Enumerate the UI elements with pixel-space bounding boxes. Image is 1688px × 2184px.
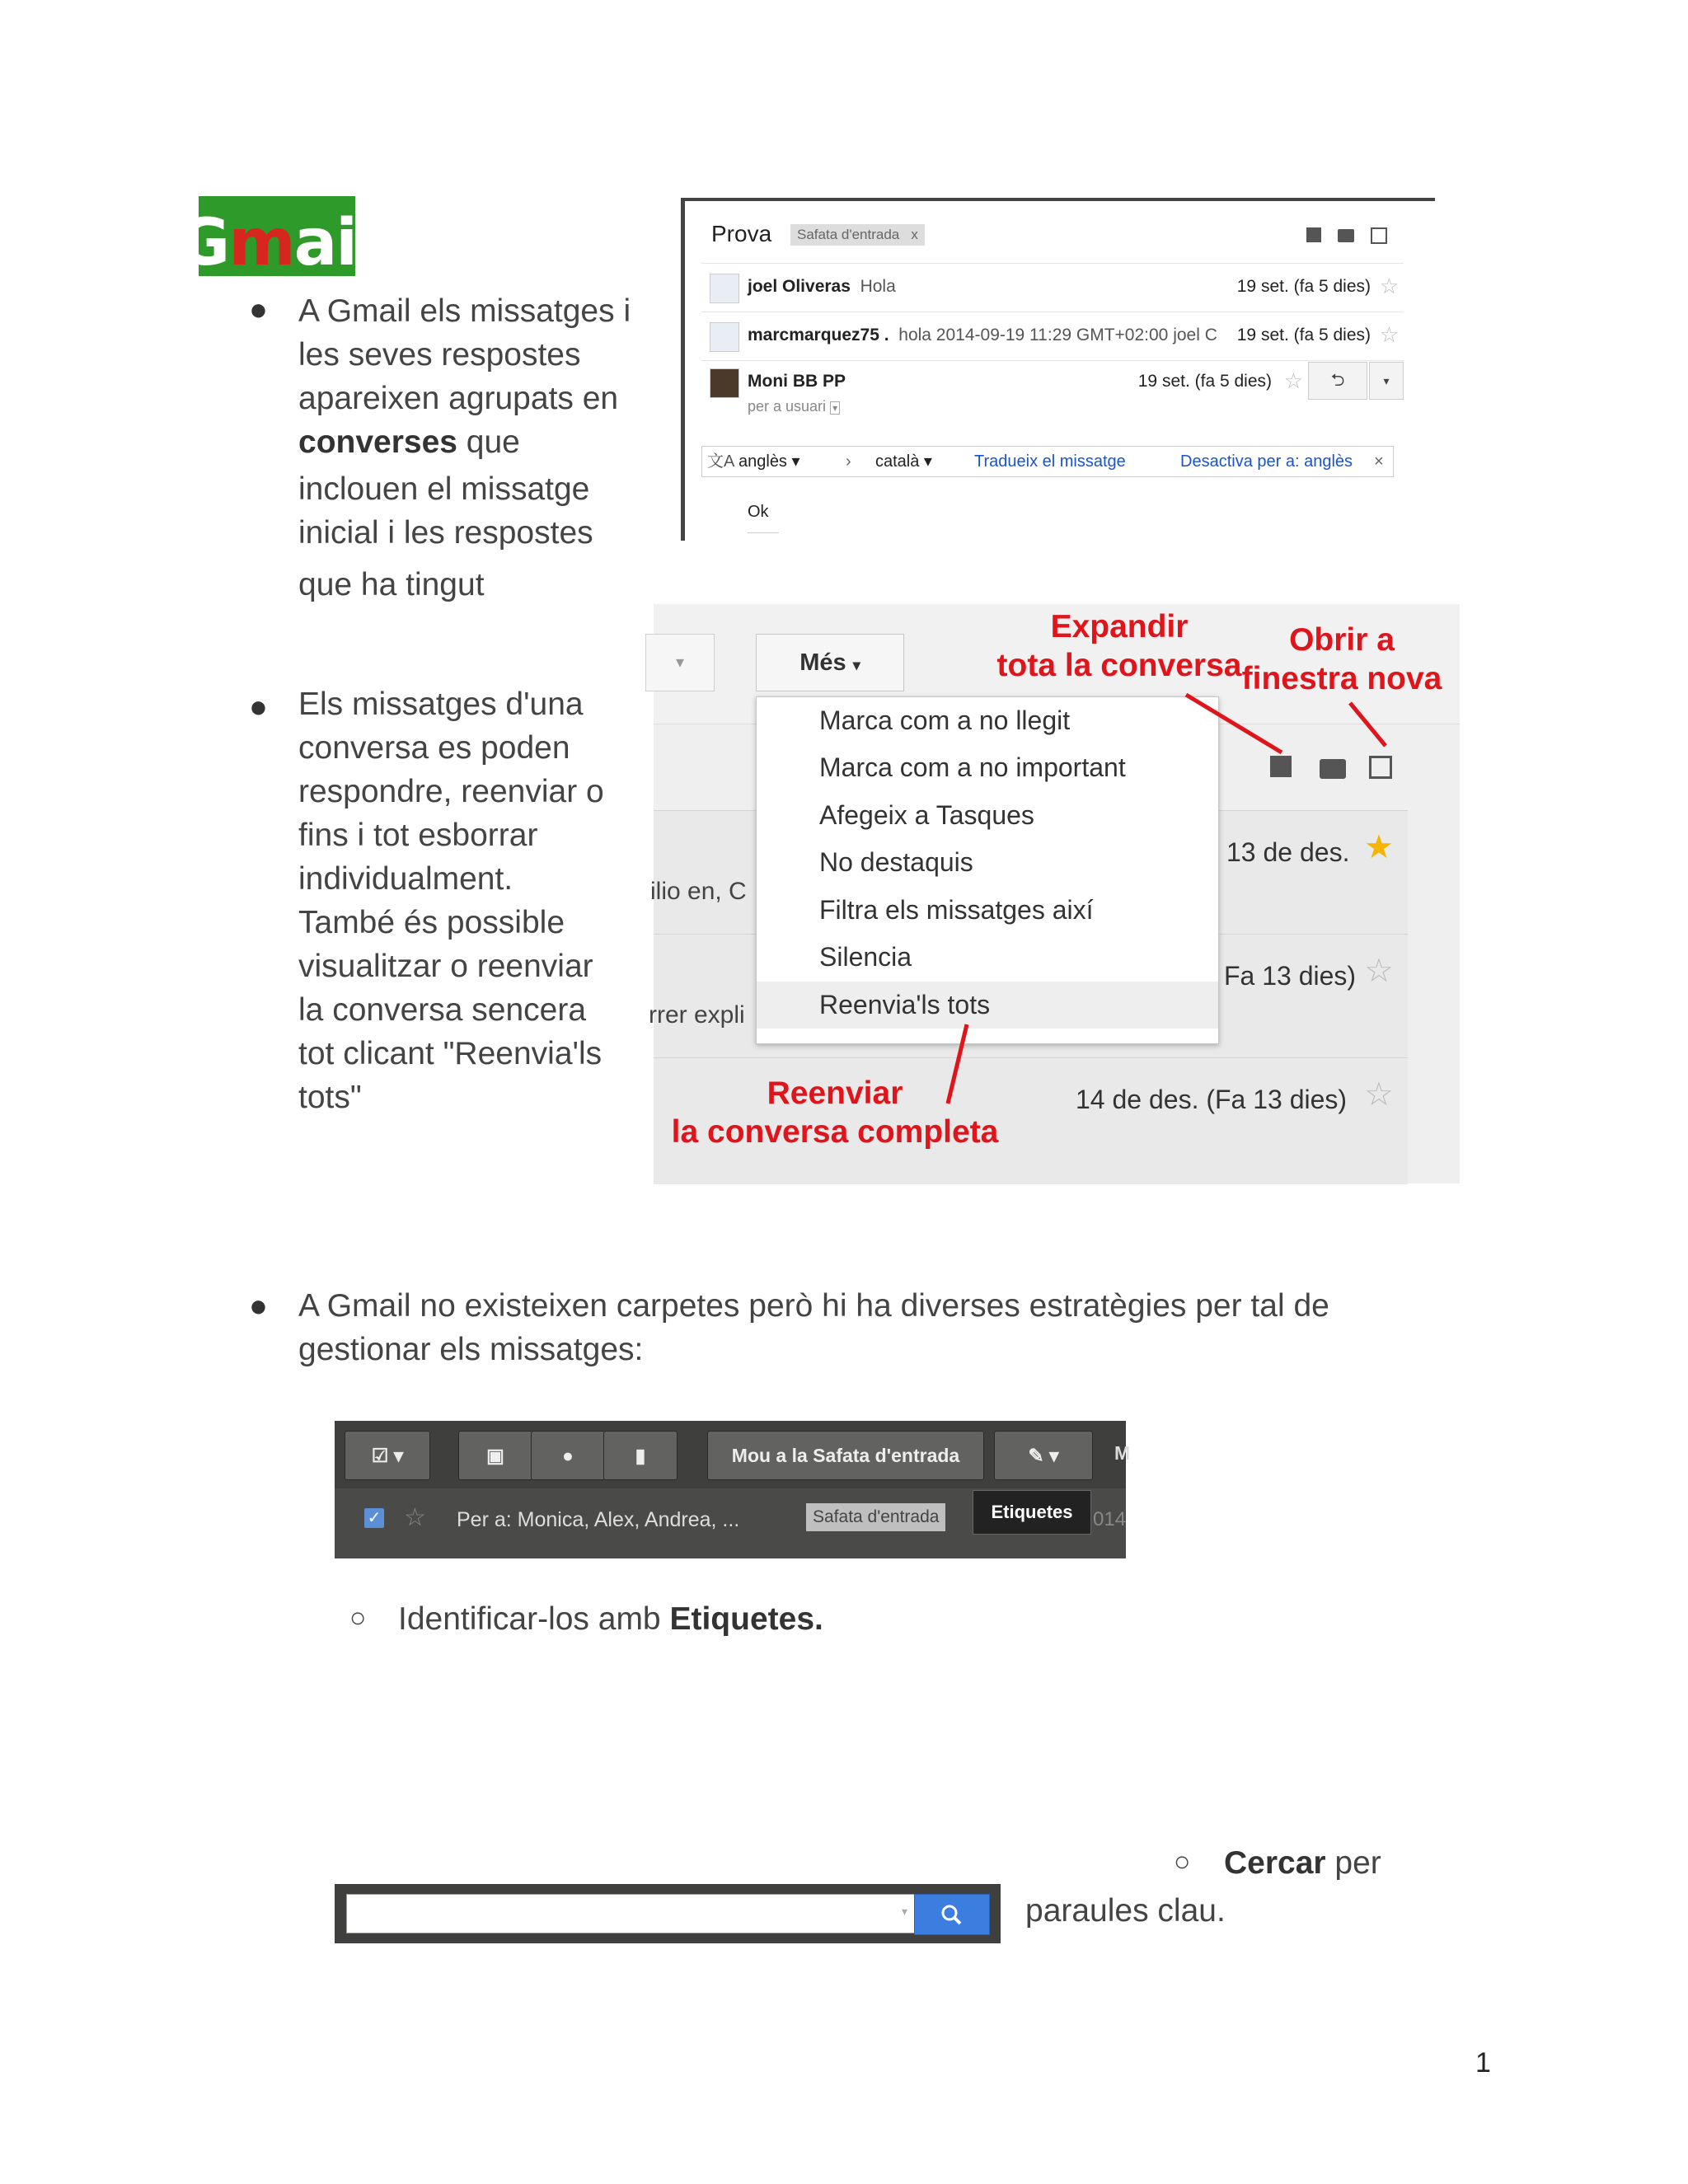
select-checkbox-button[interactable]: ☑ ▾ xyxy=(345,1431,430,1480)
inbox-label: Safata d'entrada x xyxy=(790,224,925,246)
message-row[interactable]: joel Oliveras Hola 19 set. (fa 5 dies) ☆ xyxy=(701,263,1404,312)
menu-item[interactable]: Silencia xyxy=(819,942,912,972)
arrow-right-icon: › xyxy=(846,452,851,471)
annotation-open-window: Obrir a finestra nova xyxy=(1241,622,1442,696)
message-expanded: Moni BB PP per a usuari ▾ 19 set. (fa 5 dies) ☆ ⮌ ▾ xyxy=(701,362,1404,428)
sub-bullet-2-text: Cercar per xyxy=(1224,1845,1381,1881)
annotation-forward: Reenviar la conversa completa xyxy=(671,1076,999,1150)
row-date: 14 de des. (Fa 13 dies) xyxy=(1076,1085,1348,1114)
gmail-logo: G m ail xyxy=(199,196,355,276)
toolbar-screenshot xyxy=(335,1421,1131,1558)
print-icon[interactable] xyxy=(1338,229,1354,242)
labels-button[interactable]: ✎ ▾ xyxy=(994,1431,1093,1480)
message-body: Ok xyxy=(748,503,769,521)
divider xyxy=(748,532,779,533)
expand-icon[interactable] xyxy=(1306,227,1321,242)
bullet-1-text: A Gmail els missatges i les seves respostes apareixen agrupats en converses que inclouen el missatge inicial i les respostes que ha tingut xyxy=(298,293,631,602)
sub-bullet-2-text-line2: paraules clau. xyxy=(1025,1893,1226,1929)
label-close-icon[interactable]: x xyxy=(911,227,918,242)
inbox-label: Safata d'entrada xyxy=(806,1503,945,1531)
translate-link[interactable]: Tradueix el missatge xyxy=(974,452,1126,471)
menu-item-forward-all[interactable]: Reenvia'ls tots xyxy=(757,982,1218,1029)
star-icon[interactable]: ☆ xyxy=(1379,322,1399,347)
star-icon[interactable]: ★ xyxy=(1364,829,1394,865)
row-snippet: ilio en, C xyxy=(650,878,747,905)
sub-bullet-circle: ○ xyxy=(349,1602,367,1633)
menu-item[interactable]: No destaquis xyxy=(819,847,973,877)
search-input[interactable] xyxy=(346,1894,917,1933)
translate-bar xyxy=(701,446,1394,477)
star-icon[interactable]: ☆ xyxy=(1379,274,1399,298)
target-language-select[interactable]: català ▾ xyxy=(875,452,932,471)
annotation-arrows xyxy=(654,604,1460,1183)
bullet-dot: ● xyxy=(249,293,268,327)
avatar xyxy=(710,322,739,352)
message-row[interactable]: marcmarquez75 . hola 2014-09-19 11:29 GMT+02:00 joel C 19 set. (fa 5 dies) ☆ xyxy=(701,312,1404,361)
more-options-button[interactable]: ▾ xyxy=(1369,362,1404,400)
avatar xyxy=(710,368,739,398)
translate-icon: 文A xyxy=(707,452,735,471)
move-to-inbox-button[interactable]: Mou a la Safata d'entrada xyxy=(707,1431,984,1480)
source-language-select[interactable]: anglès ▾ xyxy=(738,452,800,471)
chevron-down-icon[interactable]: ▾ xyxy=(901,1905,907,1918)
new-window-icon[interactable] xyxy=(1371,227,1387,244)
sub-bullet-1-text: Identificar-los amb Etiquetes. xyxy=(398,1601,823,1637)
avatar xyxy=(710,274,739,303)
message-recipients: Per a: Monica, Alex, Andrea, ... xyxy=(457,1508,740,1531)
checkbox-checked[interactable]: ✓ xyxy=(364,1508,384,1528)
bullet-dot: ● xyxy=(249,1289,268,1324)
bullet-3-text: A Gmail no existeixen carpetes però hi ha diverses estratègies per tal de gestionar els missatges: xyxy=(298,1288,1329,1367)
more-menu-screenshot xyxy=(649,604,1460,1183)
menu-item[interactable]: Afegeix a Tasques xyxy=(819,800,1034,830)
star-icon[interactable]: ☆ xyxy=(404,1504,426,1531)
menu-item[interactable]: Filtra els missatges així xyxy=(819,895,1094,925)
row-date: 13 de des. xyxy=(1226,837,1350,867)
delete-button[interactable]: ▮ xyxy=(603,1431,678,1480)
search-icon xyxy=(915,1895,989,1934)
spam-button[interactable]: ● xyxy=(531,1431,605,1480)
chevron-down-icon: ▾ xyxy=(852,657,860,673)
toolbar-cut-text: M xyxy=(1114,1442,1131,1464)
bullet-2-text: Els missatges d'una conversa es poden respondre, reenviar o fins i tot esborrar individualment. També és possible visualitzar o reenviar la conversa sencera tot clicant "Reenvia'ls tots" xyxy=(298,687,604,1115)
reply-button[interactable]: ⮌ xyxy=(1308,362,1367,400)
sub-bullet-circle: ○ xyxy=(1174,1846,1191,1877)
star-icon[interactable]: ☆ xyxy=(1364,953,1394,989)
row-cut-text: 014 xyxy=(1093,1508,1127,1530)
more-button[interactable]: Més ▾ xyxy=(756,634,904,691)
bullet-dot: ● xyxy=(249,690,268,724)
menu-item[interactable]: Marca com a no llegit xyxy=(819,705,1071,735)
page-number: 1 xyxy=(1475,2047,1491,2079)
search-bar-screenshot xyxy=(335,1884,1001,1943)
chevron-down-icon[interactable]: ▾ xyxy=(830,401,840,415)
search-button[interactable] xyxy=(914,1894,990,1935)
archive-button[interactable]: ▣ xyxy=(458,1431,532,1480)
conversation-subject: Prova xyxy=(711,221,772,246)
conversation-screenshot xyxy=(681,198,1435,541)
select-dropdown-button[interactable]: ▾ xyxy=(645,634,715,691)
star-icon[interactable]: ☆ xyxy=(1364,1076,1394,1113)
star-icon[interactable]: ☆ xyxy=(1283,368,1303,393)
close-icon[interactable]: × xyxy=(1374,452,1384,471)
labels-tooltip: Etiquetes xyxy=(973,1490,1091,1535)
disable-translation-link[interactable]: Desactiva per a: anglès xyxy=(1180,452,1353,471)
row-date: Fa 13 dies) xyxy=(1224,961,1357,991)
menu-item[interactable]: Marca com a no important xyxy=(819,752,1126,782)
annotation-expand: Expandir tota la conversa xyxy=(996,609,1242,683)
row-snippet: rrer expli xyxy=(649,1001,745,1029)
